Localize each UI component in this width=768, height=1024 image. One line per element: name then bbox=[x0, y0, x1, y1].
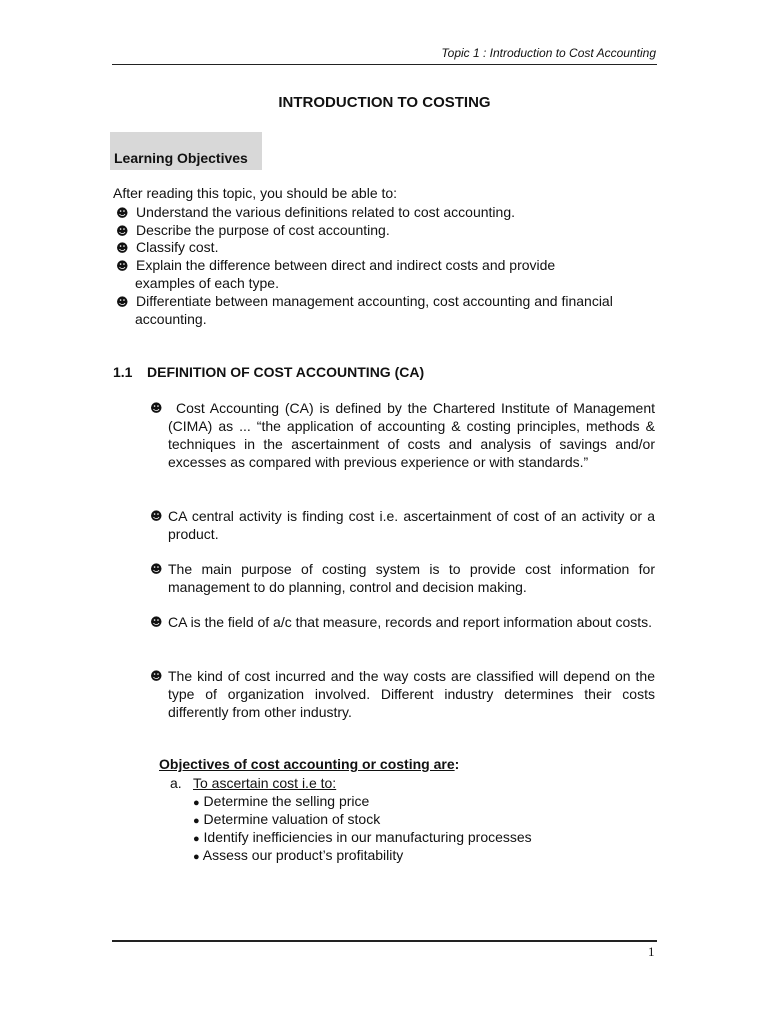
smiley-bullet-icon: ☻ bbox=[116, 295, 129, 309]
smiley-bullet-icon: ☻ bbox=[150, 669, 163, 683]
smiley-bullet-icon: ☻ bbox=[150, 401, 163, 415]
list-item bbox=[193, 846, 403, 866]
smiley-bullet-icon: ☻ bbox=[116, 206, 129, 220]
list-item bbox=[193, 810, 380, 830]
dot-bullet-icon: ● bbox=[193, 851, 200, 863]
footer-rule bbox=[112, 940, 657, 942]
list-item-continuation: examples of each type. bbox=[135, 275, 279, 291]
section-title: DEFINITION OF COST ACCOUNTING (CA) bbox=[147, 364, 425, 380]
smiley-bullet-icon: ☻ bbox=[116, 259, 129, 273]
objectives-heading: Objectives of cost accounting or costing are: bbox=[159, 756, 460, 772]
list-item-text: Understand the various definitions related to cost accounting. bbox=[136, 204, 516, 220]
learning-objectives-heading: Learning Objectives bbox=[114, 150, 248, 166]
list-item bbox=[116, 203, 516, 222]
list-item-text: Differentiate between management accounting, cost accounting and financial bbox=[136, 293, 613, 309]
dot-bullet-icon: ● bbox=[193, 833, 200, 845]
list-item-text: Explain the difference between direct and indirect costs and provide bbox=[136, 257, 556, 273]
list-item-text: Describe the purpose of cost accounting. bbox=[136, 222, 390, 238]
list-item bbox=[116, 256, 556, 275]
dot-bullet-icon: ● bbox=[193, 815, 200, 827]
bullet-paragraph: CA is the field of a/c that measure, records and report information about costs. bbox=[168, 614, 653, 630]
learning-objectives-intro: After reading this topic, you should be able to: bbox=[113, 185, 398, 201]
list-item-text: Identify inefficiencies in our manufacturing processes bbox=[203, 829, 532, 845]
sub-item-heading: To ascertain cost i.e to: bbox=[193, 775, 337, 791]
running-header: Topic 1 : Introduction to Cost Accounting bbox=[441, 46, 656, 60]
list-item-text: Classify cost. bbox=[136, 239, 219, 255]
bullet-paragraph: CA central activity is finding cost i.e. ascertainment of cost of an activity or a product. bbox=[168, 508, 655, 542]
list-item-text: Assess our product’s profitability bbox=[202, 847, 404, 863]
definition-paragraph: Cost Accounting (CA) is defined by the Chartered Institute of Management (CIMA) as ... “the application of accounting & costing principles, methods & techniques in the ascertainment of costs and analysis of savings and/or excesses as compared with previous experience or with standards.” bbox=[168, 400, 655, 470]
smiley-bullet-icon: ☻ bbox=[150, 509, 163, 523]
list-item bbox=[193, 828, 532, 848]
page-title: INTRODUCTION TO COSTING bbox=[278, 94, 491, 111]
list-item-continuation: accounting. bbox=[135, 311, 207, 327]
list-item bbox=[116, 238, 219, 257]
list-item-text: Determine the selling price bbox=[203, 793, 370, 809]
section-number: 1.1 bbox=[113, 364, 133, 380]
list-item-text: Determine valuation of stock bbox=[203, 811, 381, 827]
smiley-bullet-icon: ☻ bbox=[116, 241, 129, 255]
dot-bullet-icon: ● bbox=[193, 797, 200, 809]
section-heading bbox=[113, 364, 425, 380]
list-item bbox=[116, 292, 613, 311]
bullet-paragraph: The main purpose of costing system is to provide cost information for management to do planning, control and decision making. bbox=[168, 561, 655, 595]
list-item bbox=[193, 792, 369, 812]
header-rule bbox=[112, 64, 657, 65]
sub-item bbox=[170, 774, 337, 792]
page-number: 1 bbox=[648, 944, 655, 959]
smiley-bullet-icon: ☻ bbox=[150, 562, 163, 576]
bullet-paragraph: The kind of cost incurred and the way costs are classified will depend on the type of organization involved. Different industry determines their costs differently from other industry. bbox=[168, 668, 655, 720]
smiley-bullet-icon: ☻ bbox=[150, 615, 163, 629]
smiley-bullet-icon: ☻ bbox=[116, 224, 129, 238]
sub-item-label: a. bbox=[170, 775, 182, 791]
